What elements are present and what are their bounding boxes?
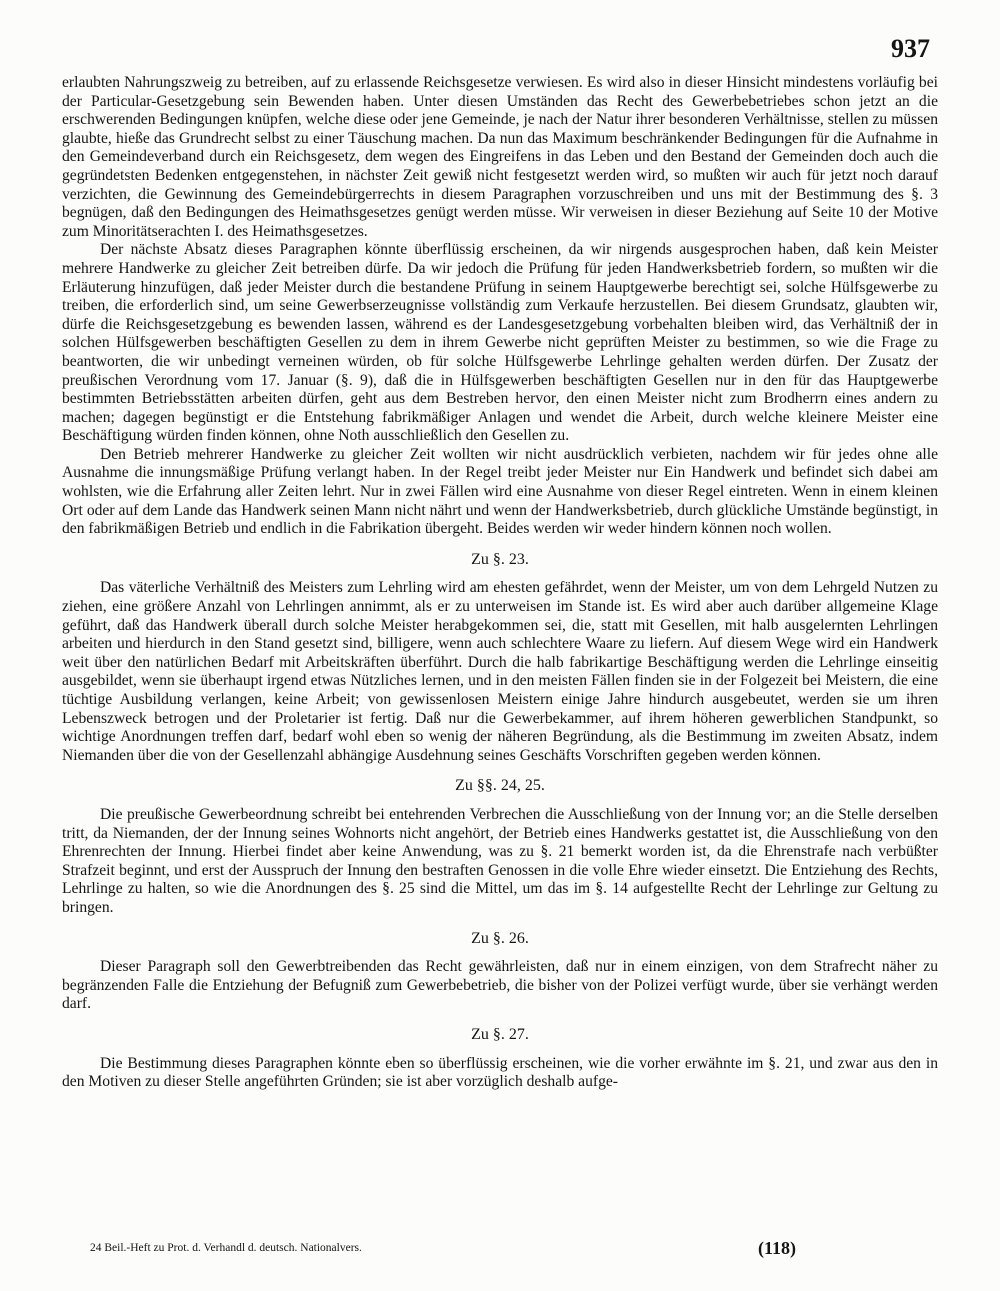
section-heading-23: Zu §. 23. — [471, 550, 529, 568]
paragraph-7: Die Bestimmung dieses Paragraphen könnte eben so überflüssig erscheinen, wie die vorher erwähnte im §. 21, und zwar aus den in den Motiven zu dieser Stelle angeführten Gründen; sie ist aber vorzüglich deshalb aufge- — [62, 1054, 938, 1091]
section-heading-26: Zu §. 26. — [471, 929, 529, 947]
paragraph-2: Der nächste Absatz dieses Paragraphen könnte überflüssig erscheinen, da wir nirgends ausgesprochen haben, daß kein Meister mehrere Handwerke zu gleicher Zeit betreiben dürfe. Da wir jedoch die Prüfung für jeden Handwerksbetrieb fordern, so mußten wir die Erläuterung hinzufügen, daß jeder Meister durch die bestandene Prüfung in seinem Hauptgewerbe berechtigt sei, solche Hülfsgewerbe zu treiben, die erforderlich sind, um seine Gewerbserzeugnisse vollständig zum Verkaufe herzustellen. Bei diesem Grundsatz, glaubten wir, dürfe die Reichsgesetzgebung es bewenden lassen, während es der Landesgesetzgebung vorbehalten bleiben wird, das Verhältniß der in solchen Hülfsgewerben beschäftigten Gesellen zu dem in ihrem Gewerbe nicht geprüften Meister zu bestimmen, so wie die Frage zu beantworten, die wir unbedingt verneinen würden, ob für solche Hülfsgewerbe Lehrlinge gehalten werden dürfen. Der Zusatz der preußischen Verordnung vom 17. Januar (§. 9), daß die in Hülfsgewerben beschäftigten Gesellen nur in den für das Hauptgewerbe bestimmten Betriebsstätten arbeiten dürfen, geht aus dem Bestreben hervor, den einen Meister nicht zum Brodherrn eines andern zu machen; dagegen begünstigt er die Entstehung fabrikmäßiger Anlagen und wendet die Arbeit, durch welche kleinere Meister eine Beschäftigung würden finden können, ohne Noth ausschließlich den Gesellen zu. — [62, 241, 938, 445]
section-heading-27: Zu §. 27. — [471, 1025, 529, 1043]
section-heading-24-25: Zu §§. 24, 25. — [455, 777, 545, 795]
paragraph-4: Das väterliche Verhältniß des Meisters zum Lehrling wird am ehesten gefährdet, wenn der Meister, um von dem Lehrgeld Nutzen zu ziehen, eine größere Anzahl von Lehrlingen annimmt, als er zu unterweisen im Stande ist. Es wird aber auch darüber allgemeine Klage geführt, daß das Handwerk überall durch solche Meister herabgekommen sei, die, statt mit Gesellen, mit halb ausgelernten Lehrlingen arbeiten und hierdurch in den Stand gesetzt sind, billigere, wenn auch schlechtere Waare zu liefern. Auf diesem Wege wird ein Handwerk weit über den natürlichen Bedarf mit Arbeitskräften überführt. Durch die halb fabrikartige Beschäftigung werden die Lehrlinge einseitig ausgebildet, wenn sie überhaupt irgend etwas Nützliches lernen, und in den meisten Fällen finden sie in der Folgezeit bei Meistern, die eine tüchtige Ausbildung verlangen, keine Arbeit; von gewissenlosen Meistern einige Jahre hindurch ausgebeutet, werden sie um ihren Lebenszweck betrogen und der Proletarier ist fertig. Daß nur die Gewerbekammer, auf ihrem höheren gewerblichen Standpunkt, so wichtige Anordnungen treffen darf, bedarf wohl eben so wenig der näheren Begründung, als die Bestimmung im zweiten Absatz, indem Niemanden über die von der Gesellenzahl abhängige Ausdehnung seines Geschäfts Vorschriften gegeben werden können. — [62, 579, 938, 764]
page-footer — [90, 1238, 930, 1260]
paragraph-6: Dieser Paragraph soll den Gewerbtreibenden das Recht gewährleisten, daß nur in einem einzigen, von dem Strafrecht näher zu begränzenden Falle die Entziehung der Befugniß zum Gewerbebetrieb, die bisher von der Polizei verfügt wurde, über sie verhängt werden darf. — [62, 958, 938, 1013]
footer-signature: 24 Beil.-Heft zu Prot. d. Verhandl d. deutsch. Nationalvers. — [90, 1242, 362, 1254]
paragraph-3: Den Betrieb mehrerer Handwerke zu gleicher Zeit wollten wir nicht ausdrücklich verbieten, nachdem wir für jedes ohne alle Ausnahme die innungsmäßige Prüfung verlangt haben. In der Regel treibt jeder Meister nur Ein Handwerk und befindet sich dabei am wohlsten, wie die Erfahrung aller Zeiten lehrt. Nur in zwei Fällen wird eine Ausnahme von dieser Regel eintreten. Wenn in einem kleinen Ort oder auf dem Lande das Handwerk seinen Mann nicht nährt und wenn der Handwerksbetrieb, durch glückliche Umstände begünstigt, in den fabrikmäßigen Betrieb und endlich in die Fabrikation übergeht. Beides werden wir weder hindern können noch wollen. — [62, 445, 938, 538]
document-body — [62, 74, 938, 1092]
paragraph-1: erlaubten Nahrungszweig zu betreiben, auf zu erlassende Reichsgesetze verwiesen. Es wird also in dieser Hinsicht mindestens vorläufig bei der Particular-Gesetzgebung sein Bewenden haben. Unter diesen Umständen das Recht des Gewerbebetriebes schon jetzt an die erschwerenden Bedingungen knüpfen, welche diese oder jene Gemeinde, je nach der Natur ihrer besonderen Verhältnisse, stellen zu müssen glaubte, hieße das Grundrecht selbst zu einer Täuschung machen. Da nun das Maximum beschränkender Bedingungen für die Aufnahme in den Gemeindeverband durch ein Reichsgesetz, dem wegen des Eingreifens in das Leben und den Bestand der Gemeinden doch auch die gegründetsten Bedenken entgegenstehen, in nächster Zeit gewiß nicht festgesetzt werden wird, so mußten wir auch für jetzt noch darauf verzichten, die Gewinnung des Gemeindebürgerrechts in diesem Paragraphen vorzuschreiben und uns mit der Bestimmung des §. 3 begnügen, daß den Bedingungen des Heimathsgesetzes genügt werden müsse. Wir verweisen in dieser Beziehung auf Seite 10 der Motive zum Minoritätserachten I. des Heimathsgesetzes. — [62, 74, 938, 240]
paragraph-5: Die preußische Gewerbeordnung schreibt bei entehrenden Verbrechen die Ausschließung von der Innung vor; an die Stelle derselben tritt, da Niemanden, der der Innung seines Wohnorts nicht angehört, der Betrieb eines Handwerks gestattet ist, die Ausschließung von den Ehrenrechten der Innung. Hierbei findet aber keine Anwendung, was zu §. 21 bemerkt worden ist, da die Ehrenstrafe nach verbüßter Strafzeit beginnt, und erst der Ausspruch der Innung den bestraften Genossen in die volle Ehre wieder einsetzt. Die Entziehung des Rechts, Lehrlinge zu halten, so wie die Anordnungen des §. 25 sind die Mittel, um das im §. 14 aufgestellte Recht der Lehrlinge zur Geltung zu bringen. — [62, 805, 938, 916]
page-number: 937 — [891, 34, 930, 63]
footer-sheet-number: (118) — [758, 1238, 796, 1258]
